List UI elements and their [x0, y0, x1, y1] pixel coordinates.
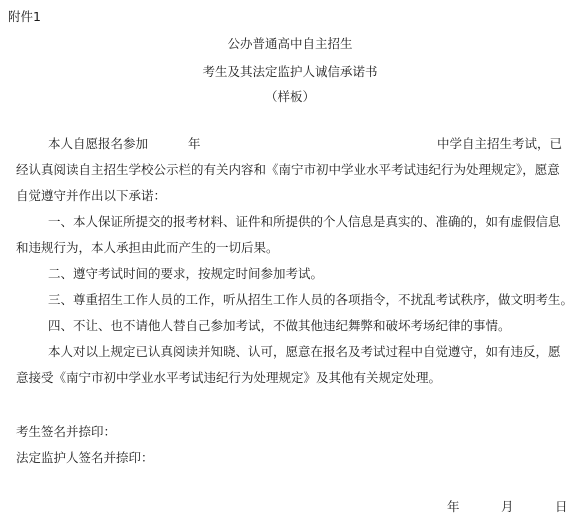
document-title-sample-note: （样板） — [264, 89, 315, 104]
guardian-signature-label: 法定监护人签名并捺印： — [16, 450, 154, 465]
document-title-line2: 考生及其法定监护人诚信承诺书 — [202, 64, 378, 79]
commitment-item-4: 四、不让、也不请他人替自己参加考试，不做其他违纪舞弊和破坏考场纪律的事情。 — [48, 318, 511, 333]
intro-first-line — [16, 131, 569, 157]
closing-paragraph: 本人对以上规定已认真阅读并知晓、认可，愿意在报名及考试过程中自觉遵守，如有违反，愿意接受《南宁市初中学业水平考试违纪行为处理规定》及其他有关规定处理。 — [16, 344, 561, 385]
student-signature-label: 考生签名并捺印： — [16, 424, 117, 439]
intro-start-text: 本人自愿报名参加 — [48, 136, 149, 151]
date-year-label: 年 — [447, 499, 460, 514]
document-title-line1: 公办普通高中自主招生 — [227, 36, 353, 51]
intro-paragraph — [16, 131, 569, 209]
commitment-item-2: 二、遵守考试时间的要求，按规定时间参加考试。 — [48, 266, 324, 281]
date-day-label: 日 — [555, 499, 568, 514]
commitment-item-1: 一、本人保证所提交的报考材料、证件和所提供的个人信息是真实的、准确的，如有虚假信息和违规行为，本人承担由此而产生的一切后果。 — [16, 214, 561, 255]
commitment-item-3: 三、尊重招生工作人员的工作，听从招生工作人员的各项指令，不扰乱考试秩序，做文明考生。 — [48, 292, 574, 307]
intro-school-suffix-text: 中学自主招生考试，已 — [437, 136, 563, 151]
intro-year-text: 年 — [188, 136, 201, 151]
intro-rest-text: 经认真阅读自主招生学校公示栏的有关内容和《南宁市初中学业水平考试违纪行为处理规定》，愿意自觉遵守并作出以下承诺： — [16, 162, 560, 203]
date-month-label: 月 — [501, 499, 514, 514]
attachment-label: 附件1 — [8, 9, 41, 24]
